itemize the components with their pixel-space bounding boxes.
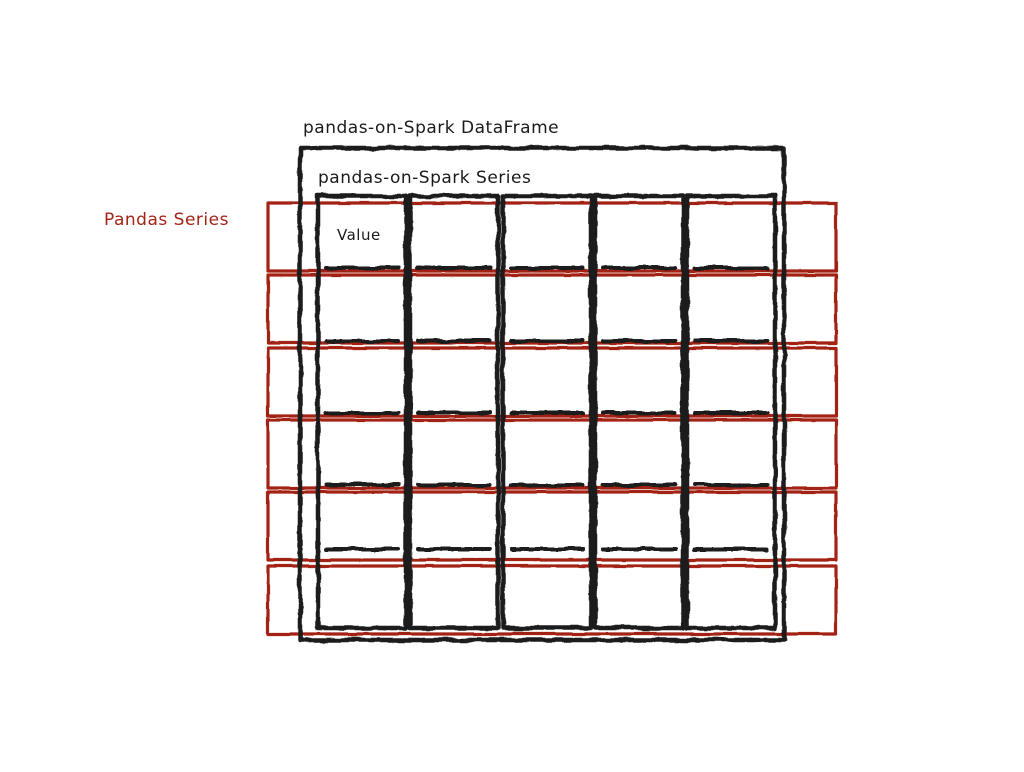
pandas-series-row-2: [268, 275, 836, 343]
cell-dividers: [326, 268, 767, 549]
cell-value-label: Value: [337, 226, 381, 244]
dataframe-title-label: pandas-on-Spark DataFrame: [303, 118, 560, 138]
pandas-series-row-3: [268, 348, 836, 416]
pandas-series-label: Pandas Series: [104, 210, 229, 230]
pandas-series-row-4: [268, 420, 836, 488]
pandas-series-row-6: [268, 566, 836, 634]
spark-series-title-label: pandas-on-Spark Series: [318, 168, 532, 188]
